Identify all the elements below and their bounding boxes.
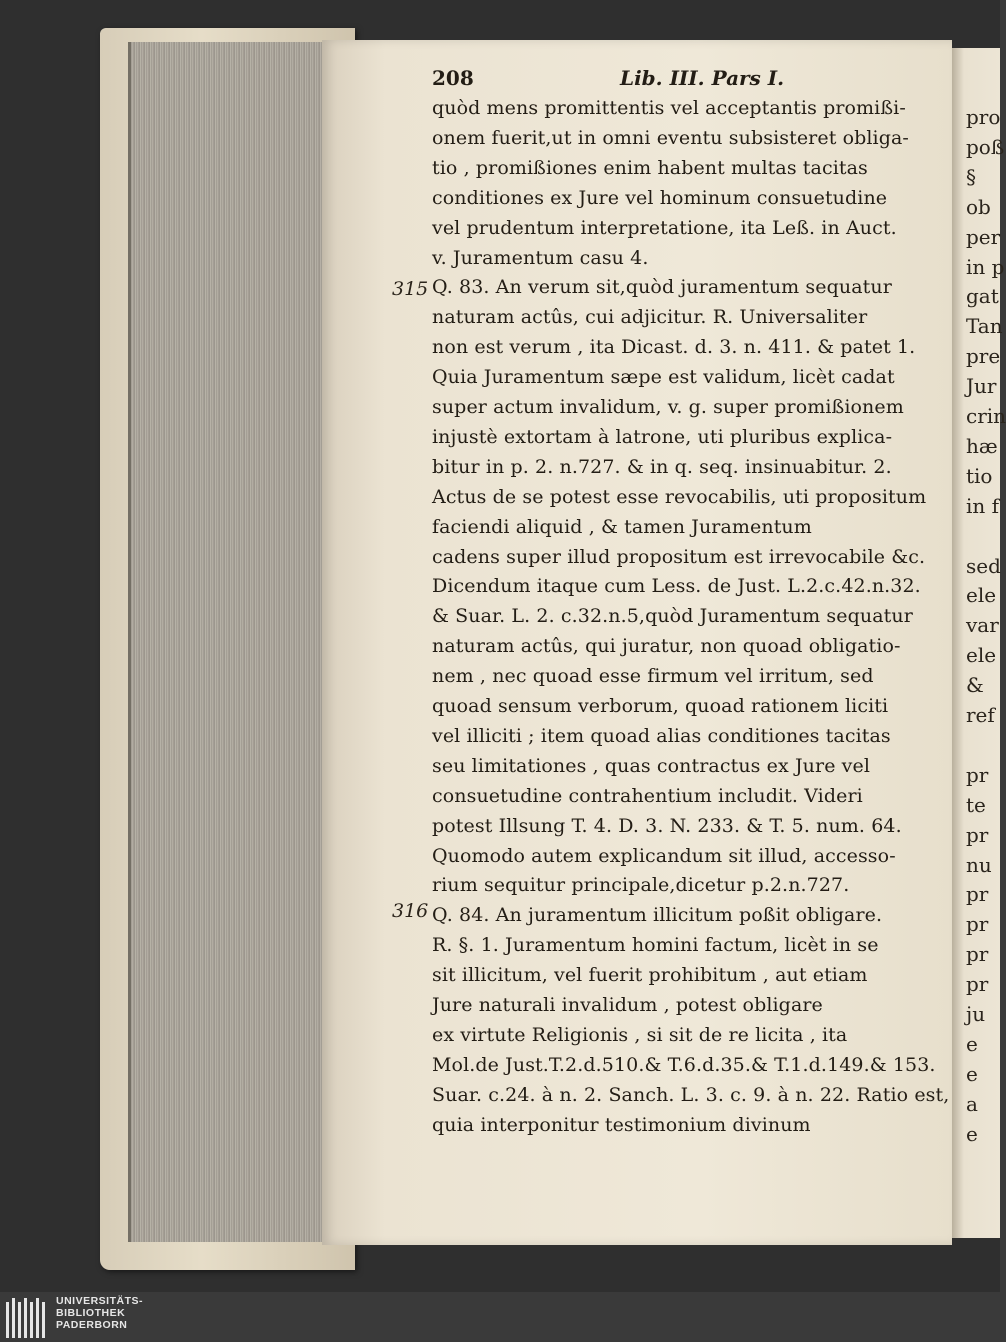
running-title: Lib. III. Pars I.	[620, 66, 785, 90]
next-page-fragment: a	[966, 1091, 978, 1116]
next-page-fragment: nu	[966, 852, 992, 877]
text-line: Mol.de Just.T.2.d.510.& T.6.d.35.& T.1.d.149.& 153.	[432, 1053, 936, 1076]
next-page-fragment: e	[966, 1121, 978, 1146]
next-page-fragment: pr	[966, 942, 989, 967]
next-page-fragment: ele	[966, 643, 997, 668]
library-name-line1: UNIVERSITÄTS-	[56, 1295, 144, 1307]
next-page-fragment: per	[966, 224, 1001, 249]
next-page-fragment: pr	[966, 972, 989, 997]
text-line: seu limitationes , quas contractus ex Jure vel	[432, 754, 871, 777]
text-line: Actus de se potest esse revocabilis, uti propositum	[432, 485, 927, 508]
text-line: bitur in p. 2. n.727. & in q. seq. insinuabitur. 2.	[432, 455, 892, 478]
text-line: sit illicitum, vel fuerit prohibitum , aut etiam	[432, 964, 868, 987]
text-line: v. Juramentum casu 4.	[432, 246, 649, 269]
next-page-fragment: sed	[966, 553, 1001, 578]
text-line: Jure naturali invalidum , potest obligare	[432, 994, 823, 1016]
text-line: Suar. c.24. à n. 2. Sanch. L. 3. c. 9. à n. 22. Ratio est,	[432, 1083, 950, 1106]
next-page-fragment: pr	[966, 762, 989, 787]
text-line: naturam actûs, cui adjicitur. R. Universaliter	[432, 306, 868, 329]
next-page-fragment: e	[966, 1061, 978, 1086]
next-page-fragment: ju	[966, 1002, 986, 1026]
next-page-fragment: pr	[966, 882, 989, 907]
text-line: non est verum , ita Dicast. d. 3. n. 411. & patet 1.	[432, 336, 916, 359]
next-page-fragment: Jur	[966, 374, 997, 399]
margin-number-316: 316	[392, 900, 429, 922]
next-page-fragment: in p	[966, 254, 1005, 279]
text-line: vel illiciti ; item quoad alias conditiones tacitas	[432, 724, 891, 747]
library-name-line3: PADERBORN	[56, 1319, 128, 1331]
next-page-fragment: tio	[966, 463, 993, 488]
next-page-fragment: gat	[966, 284, 999, 309]
text-line: naturam actûs, qui juratur, non quoad obligatio-	[432, 635, 901, 658]
text-line: Quomodo autem explicandum sit illud, accesso-	[432, 844, 896, 867]
text-line: vel prudentum interpretatione, ita Leß. in Auct.	[432, 216, 897, 239]
next-page-fragment: in f	[966, 493, 1000, 518]
text-line: tio , promißiones enim habent multas tacitas	[432, 156, 868, 179]
next-page-fragment: pro	[966, 105, 1001, 129]
next-page-fragment: ref	[966, 703, 995, 727]
text-line: super actum invalidum, v. g. super promißionem	[432, 396, 904, 418]
next-page-fragment: te	[966, 792, 986, 817]
text-line: & Suar. L. 2. c.32.n.5,quòd Juramentum sequatur	[432, 605, 913, 628]
text-line: nem , nec quoad esse firmum vel irritum, sed	[432, 665, 874, 688]
text-line: potest Illsung T. 4. D. 3. N. 233. & T. 5. num. 64.	[432, 814, 902, 837]
next-page-fragment: pr	[966, 822, 989, 847]
next-page-fragment: &	[966, 673, 984, 698]
library-logo-icon	[6, 1296, 52, 1338]
text-line: onem fuerit,ut in omni eventu subsisteret obliga-	[432, 126, 909, 149]
next-page-fragment: hæ	[966, 433, 998, 458]
next-page-fragment: crin	[966, 404, 1006, 428]
text-line: cadens super illud propositum est irrevocabile &c.	[432, 545, 926, 568]
text-line: ex virtute Religionis , si sit de re licita , ita	[432, 1023, 848, 1046]
next-page-fragment: poß	[966, 134, 1005, 159]
text-line: Quia Juramentum sæpe est validum, licèt cadat	[432, 366, 895, 389]
next-page-fragment: ob	[966, 194, 991, 219]
text-line: faciendi aliquid , & tamen Juramentum	[432, 515, 812, 538]
text-line: Q. 83. An verum sit,quòd juramentum sequatur	[432, 276, 892, 299]
text-line: Q. 84. An juramentum illicitum poßit obligare.	[432, 904, 883, 927]
next-page-fragment: ele	[966, 583, 997, 608]
next-page-fragment: pr	[966, 912, 989, 937]
text-line: Dicendum itaque cum Less. de Just. L.2.c.42.n.32.	[432, 575, 921, 598]
next-page-fragment: §	[966, 164, 976, 189]
text-line: R. §. 1. Juramentum homini factum, licèt in se	[432, 934, 879, 957]
next-page-fragment: Tan	[966, 314, 1003, 339]
text-line: consuetudine contrahentium includit. Videri	[432, 784, 863, 807]
next-page-fragment: e	[966, 1031, 978, 1056]
library-name	[56, 1295, 143, 1331]
text-line: conditiones ex Jure vel hominum consuetudine	[432, 186, 888, 209]
footer-bar	[0, 1292, 1000, 1342]
text-line: quia interponitur testimonium divinum	[432, 1113, 811, 1136]
text-line: quòd mens promittentis vel acceptantis promißi-	[432, 97, 906, 119]
page-number: 208	[432, 66, 474, 90]
next-page-fragment: var	[966, 613, 999, 638]
library-name-line2: BIBLIOTHEK	[56, 1307, 126, 1319]
page-edges	[128, 42, 326, 1242]
next-page-edge	[952, 48, 1006, 1238]
text-line: quoad sensum verborum, quoad rationem liciti	[432, 695, 889, 717]
text-line: rium sequitur principale,dicetur p.2.n.727.	[432, 874, 850, 897]
text-line: injustè extortam à latrone, uti pluribus explica-	[432, 425, 893, 448]
margin-number-315: 315	[392, 278, 429, 300]
next-page-fragment: pre	[966, 344, 1001, 369]
